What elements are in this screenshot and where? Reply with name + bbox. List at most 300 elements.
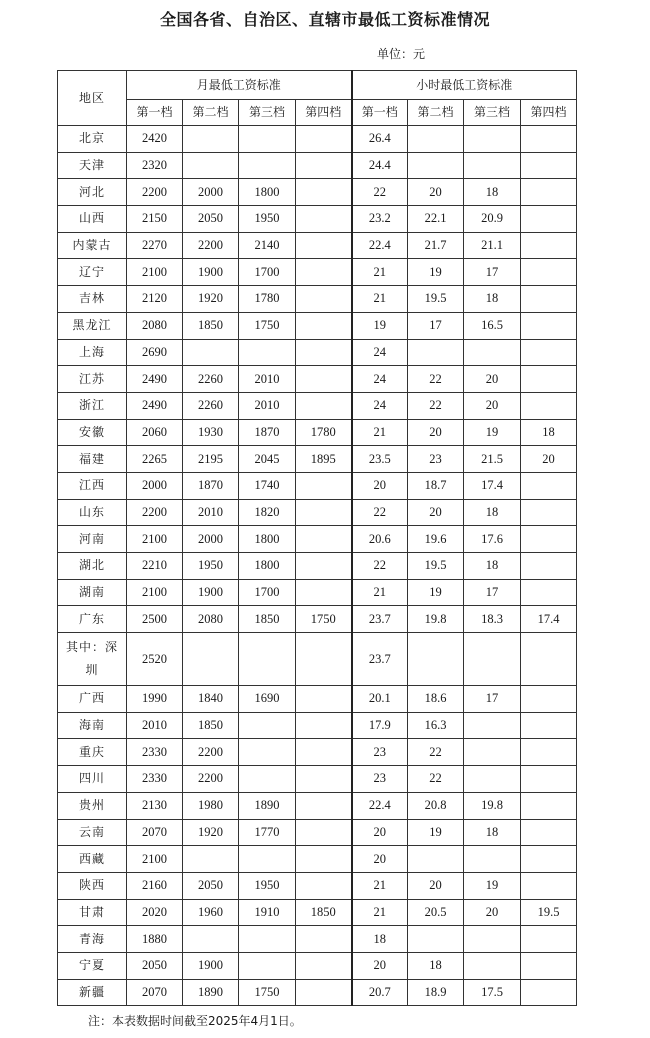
hourly-tier-4-cell [521, 259, 577, 286]
monthly-tier-4-cell [296, 846, 352, 873]
monthly-tier-3-cell: 1950 [239, 206, 296, 233]
hourly-tier-1-cell: 23 [352, 766, 408, 793]
monthly-tier-3-cell: 1870 [239, 419, 296, 446]
hourly-tier-3-cell [464, 739, 521, 766]
hourly-tier-1-cell: 21 [352, 579, 408, 606]
table-row [58, 792, 577, 819]
hourly-tier-3-cell: 17.5 [464, 979, 521, 1006]
monthly-tier-1-cell: 2050 [127, 952, 183, 979]
header-hourly-tier-3: 第三档 [464, 100, 521, 126]
monthly-tier-3-cell: 1850 [239, 606, 296, 633]
table-row [58, 579, 577, 606]
monthly-tier-1-cell: 2100 [127, 579, 183, 606]
monthly-tier-2-cell: 1890 [183, 979, 239, 1006]
monthly-tier-2-cell: 1850 [183, 312, 239, 339]
table-row [58, 339, 577, 366]
hourly-tier-2-cell: 20 [408, 179, 464, 206]
monthly-tier-4-cell [296, 766, 352, 793]
region-cell: 河北 [58, 179, 127, 206]
hourly-tier-2-cell: 19 [408, 259, 464, 286]
monthly-tier-3-cell: 2045 [239, 446, 296, 473]
region-line: 其中：深 [65, 640, 118, 655]
monthly-tier-4-cell [296, 472, 352, 499]
hourly-tier-2-cell: 23 [408, 446, 464, 473]
hourly-tier-2-cell [408, 339, 464, 366]
monthly-tier-3-cell: 2010 [239, 366, 296, 393]
table-row [58, 872, 577, 899]
region-cell: 内蒙古 [58, 232, 127, 259]
monthly-tier-1-cell: 2690 [127, 339, 183, 366]
hourly-tier-4-cell [521, 926, 577, 953]
monthly-tier-2-cell: 1920 [183, 819, 239, 846]
hourly-tier-4-cell [521, 126, 577, 153]
monthly-tier-3-cell: 1740 [239, 472, 296, 499]
monthly-tier-1-cell: 2150 [127, 206, 183, 233]
table-row [58, 606, 577, 633]
monthly-tier-3-cell [239, 952, 296, 979]
hourly-tier-4-cell [521, 206, 577, 233]
monthly-tier-4-cell [296, 633, 352, 686]
monthly-tier-3-cell: 1690 [239, 686, 296, 713]
hourly-tier-2-cell: 22.1 [408, 206, 464, 233]
monthly-tier-1-cell: 2100 [127, 846, 183, 873]
region-cell: 天津 [58, 152, 127, 179]
hourly-tier-1-cell: 24 [352, 339, 408, 366]
monthly-tier-4-cell [296, 979, 352, 1006]
hourly-tier-4-cell [521, 366, 577, 393]
region-cell: 浙江 [58, 392, 127, 419]
hourly-tier-2-cell: 18.7 [408, 472, 464, 499]
hourly-tier-3-cell [464, 633, 521, 686]
region-cell: 西藏 [58, 846, 127, 873]
hourly-tier-2-cell: 21.7 [408, 232, 464, 259]
monthly-tier-2-cell: 1850 [183, 712, 239, 739]
hourly-tier-3-cell: 17.6 [464, 526, 521, 553]
monthly-tier-2-cell: 2200 [183, 739, 239, 766]
region-cell: 湖北 [58, 553, 127, 580]
hourly-tier-2-cell: 18.6 [408, 686, 464, 713]
monthly-tier-2-cell: 1840 [183, 686, 239, 713]
monthly-tier-2-cell [183, 926, 239, 953]
monthly-tier-3-cell: 1950 [239, 872, 296, 899]
monthly-tier-4-cell [296, 259, 352, 286]
monthly-tier-4-cell [296, 712, 352, 739]
hourly-tier-1-cell: 20.7 [352, 979, 408, 1006]
region-cell: 青海 [58, 926, 127, 953]
monthly-tier-2-cell [183, 846, 239, 873]
monthly-tier-1-cell: 1990 [127, 686, 183, 713]
monthly-tier-1-cell: 2120 [127, 286, 183, 313]
header-monthly-tier-4: 第四档 [296, 100, 352, 126]
region-cell: 四川 [58, 766, 127, 793]
monthly-tier-3-cell [239, 339, 296, 366]
hourly-tier-3-cell: 17 [464, 579, 521, 606]
monthly-tier-4-cell [296, 126, 352, 153]
region-cell: 河南 [58, 526, 127, 553]
hourly-tier-1-cell: 19 [352, 312, 408, 339]
monthly-tier-1-cell: 2265 [127, 446, 183, 473]
monthly-tier-1-cell: 2060 [127, 419, 183, 446]
hourly-tier-1-cell: 17.9 [352, 712, 408, 739]
hourly-tier-4-cell: 17.4 [521, 606, 577, 633]
hourly-tier-3-cell [464, 712, 521, 739]
monthly-tier-4-cell [296, 179, 352, 206]
hourly-tier-1-cell: 21 [352, 286, 408, 313]
monthly-tier-1-cell: 2160 [127, 872, 183, 899]
hourly-tier-3-cell: 17.4 [464, 472, 521, 499]
monthly-tier-4-cell [296, 312, 352, 339]
hourly-tier-3-cell: 18.3 [464, 606, 521, 633]
monthly-tier-1-cell: 2270 [127, 232, 183, 259]
hourly-tier-3-cell: 20 [464, 392, 521, 419]
hourly-tier-4-cell [521, 312, 577, 339]
header-hourly-tier-4: 第四档 [521, 100, 577, 126]
hourly-tier-1-cell: 23.2 [352, 206, 408, 233]
hourly-tier-2-cell: 18 [408, 952, 464, 979]
monthly-tier-3-cell [239, 712, 296, 739]
hourly-tier-4-cell [521, 286, 577, 313]
table-row [58, 712, 577, 739]
hourly-tier-4-cell: 18 [521, 419, 577, 446]
hourly-tier-1-cell: 21 [352, 872, 408, 899]
table-row [58, 499, 577, 526]
monthly-tier-3-cell [239, 152, 296, 179]
hourly-tier-3-cell: 20 [464, 366, 521, 393]
monthly-tier-3-cell [239, 633, 296, 686]
monthly-tier-4-cell [296, 792, 352, 819]
monthly-tier-1-cell: 2070 [127, 979, 183, 1006]
hourly-tier-3-cell [464, 126, 521, 153]
table-row [58, 952, 577, 979]
hourly-tier-3-cell: 20.9 [464, 206, 521, 233]
hourly-tier-4-cell [521, 339, 577, 366]
hourly-tier-3-cell: 16.5 [464, 312, 521, 339]
table-row [58, 553, 577, 580]
hourly-tier-2-cell: 19.6 [408, 526, 464, 553]
monthly-tier-4-cell: 1780 [296, 419, 352, 446]
table-row [58, 979, 577, 1006]
region-cell: 上海 [58, 339, 127, 366]
table-row [58, 526, 577, 553]
monthly-tier-2-cell: 2050 [183, 872, 239, 899]
header-monthly-tier-3: 第三档 [239, 100, 296, 126]
header-monthly: 月最低工资标准 [127, 71, 352, 100]
hourly-tier-2-cell: 22 [408, 392, 464, 419]
hourly-tier-4-cell [521, 553, 577, 580]
region-cell: 北京 [58, 126, 127, 153]
monthly-tier-3-cell: 1800 [239, 553, 296, 580]
table-row [58, 633, 577, 686]
region-cell: 黑龙江 [58, 312, 127, 339]
region-cell: 辽宁 [58, 259, 127, 286]
region-cell: 海南 [58, 712, 127, 739]
hourly-tier-2-cell: 19.5 [408, 286, 464, 313]
table-row [58, 152, 577, 179]
monthly-tier-4-cell [296, 872, 352, 899]
hourly-tier-1-cell: 24.4 [352, 152, 408, 179]
table-row [58, 419, 577, 446]
hourly-tier-1-cell: 20.1 [352, 686, 408, 713]
hourly-tier-2-cell: 22 [408, 766, 464, 793]
region-cell: 宁夏 [58, 952, 127, 979]
region-cell: 安徽 [58, 419, 127, 446]
hourly-tier-1-cell: 24 [352, 366, 408, 393]
table-row [58, 179, 577, 206]
monthly-tier-1-cell: 2490 [127, 392, 183, 419]
footnote: 注：本表数据时间截至2025年4月1日。 [88, 1014, 302, 1028]
hourly-tier-1-cell: 18 [352, 926, 408, 953]
hourly-tier-4-cell [521, 739, 577, 766]
hourly-tier-1-cell: 23.7 [352, 606, 408, 633]
region-cell [58, 633, 127, 686]
hourly-tier-3-cell [464, 152, 521, 179]
table-row [58, 686, 577, 713]
table-row [58, 899, 577, 926]
document-title: 全国各省、自治区、直辖市最低工资标准情况 [159, 10, 490, 29]
monthly-tier-4-cell [296, 926, 352, 953]
table-row [58, 472, 577, 499]
region-cell: 重庆 [58, 739, 127, 766]
monthly-tier-1-cell: 2200 [127, 499, 183, 526]
hourly-tier-2-cell: 20.8 [408, 792, 464, 819]
monthly-tier-2-cell: 1870 [183, 472, 239, 499]
hourly-tier-1-cell: 22.4 [352, 792, 408, 819]
monthly-tier-2-cell: 2000 [183, 526, 239, 553]
monthly-tier-1-cell: 2200 [127, 179, 183, 206]
table-row [58, 259, 577, 286]
region-line: 圳 [85, 663, 99, 678]
monthly-tier-4-cell: 1895 [296, 446, 352, 473]
hourly-tier-3-cell: 17 [464, 259, 521, 286]
monthly-tier-4-cell [296, 286, 352, 313]
monthly-tier-4-cell [296, 499, 352, 526]
region-cell: 甘肃 [58, 899, 127, 926]
monthly-tier-1-cell: 1880 [127, 926, 183, 953]
hourly-tier-4-cell [521, 792, 577, 819]
monthly-tier-3-cell: 1750 [239, 312, 296, 339]
hourly-tier-3-cell: 18 [464, 499, 521, 526]
region-cell: 贵州 [58, 792, 127, 819]
region-cell: 江苏 [58, 366, 127, 393]
monthly-tier-3-cell [239, 846, 296, 873]
monthly-tier-2-cell: 2000 [183, 179, 239, 206]
hourly-tier-4-cell [521, 872, 577, 899]
monthly-tier-1-cell: 2010 [127, 712, 183, 739]
hourly-tier-3-cell [464, 846, 521, 873]
hourly-tier-1-cell: 24 [352, 392, 408, 419]
monthly-tier-3-cell: 1820 [239, 499, 296, 526]
table-row [58, 312, 577, 339]
hourly-tier-2-cell [408, 633, 464, 686]
table-row [58, 286, 577, 313]
hourly-tier-1-cell: 20 [352, 846, 408, 873]
hourly-tier-4-cell [521, 232, 577, 259]
hourly-tier-2-cell: 19.8 [408, 606, 464, 633]
monthly-tier-2-cell: 1960 [183, 899, 239, 926]
hourly-tier-4-cell [521, 846, 577, 873]
monthly-tier-4-cell: 1750 [296, 606, 352, 633]
monthly-tier-3-cell: 1770 [239, 819, 296, 846]
monthly-tier-1-cell: 2490 [127, 366, 183, 393]
monthly-tier-2-cell: 2200 [183, 232, 239, 259]
monthly-tier-4-cell [296, 819, 352, 846]
unit-label: 单位：元 [377, 47, 426, 61]
hourly-tier-3-cell [464, 952, 521, 979]
region-cell: 云南 [58, 819, 127, 846]
hourly-tier-1-cell: 23.5 [352, 446, 408, 473]
monthly-tier-4-cell [296, 579, 352, 606]
monthly-tier-3-cell: 2140 [239, 232, 296, 259]
region-cell: 江西 [58, 472, 127, 499]
hourly-tier-3-cell: 21.1 [464, 232, 521, 259]
hourly-tier-4-cell [521, 979, 577, 1006]
monthly-tier-1-cell: 2070 [127, 819, 183, 846]
hourly-tier-4-cell [521, 526, 577, 553]
monthly-tier-2-cell: 1930 [183, 419, 239, 446]
region-cell: 广西 [58, 686, 127, 713]
monthly-tier-4-cell [296, 526, 352, 553]
monthly-tier-2-cell [183, 633, 239, 686]
hourly-tier-2-cell: 17 [408, 312, 464, 339]
table-row [58, 392, 577, 419]
hourly-tier-2-cell: 16.3 [408, 712, 464, 739]
monthly-tier-3-cell: 1700 [239, 259, 296, 286]
monthly-tier-1-cell: 2320 [127, 152, 183, 179]
monthly-tier-1-cell: 2330 [127, 739, 183, 766]
monthly-tier-2-cell: 2010 [183, 499, 239, 526]
header-hourly-tier-2: 第二档 [408, 100, 464, 126]
hourly-tier-1-cell: 23 [352, 739, 408, 766]
hourly-tier-4-cell [521, 472, 577, 499]
monthly-tier-1-cell: 2100 [127, 526, 183, 553]
hourly-tier-1-cell: 26.4 [352, 126, 408, 153]
monthly-tier-2-cell: 1900 [183, 952, 239, 979]
hourly-tier-2-cell: 19.5 [408, 553, 464, 580]
monthly-tier-3-cell [239, 766, 296, 793]
monthly-tier-1-cell: 2100 [127, 259, 183, 286]
monthly-tier-1-cell: 2130 [127, 792, 183, 819]
monthly-tier-3-cell: 1800 [239, 179, 296, 206]
hourly-tier-3-cell: 19 [464, 419, 521, 446]
monthly-tier-1-cell: 2210 [127, 553, 183, 580]
monthly-tier-1-cell: 2330 [127, 766, 183, 793]
hourly-tier-3-cell: 19 [464, 872, 521, 899]
hourly-tier-2-cell [408, 846, 464, 873]
monthly-tier-2-cell: 1900 [183, 579, 239, 606]
monthly-tier-3-cell: 1750 [239, 979, 296, 1006]
monthly-tier-2-cell: 2050 [183, 206, 239, 233]
monthly-tier-2-cell [183, 339, 239, 366]
hourly-tier-4-cell [521, 179, 577, 206]
hourly-tier-2-cell [408, 126, 464, 153]
hourly-tier-1-cell: 22 [352, 179, 408, 206]
hourly-tier-3-cell: 20 [464, 899, 521, 926]
hourly-tier-3-cell [464, 766, 521, 793]
table-row [58, 926, 577, 953]
hourly-tier-3-cell: 18 [464, 819, 521, 846]
hourly-tier-1-cell: 21 [352, 419, 408, 446]
monthly-tier-2-cell: 2195 [183, 446, 239, 473]
hourly-tier-1-cell: 22 [352, 553, 408, 580]
region-cell: 吉林 [58, 286, 127, 313]
monthly-tier-4-cell [296, 952, 352, 979]
hourly-tier-2-cell: 20 [408, 872, 464, 899]
monthly-tier-3-cell: 1910 [239, 899, 296, 926]
monthly-tier-2-cell: 1980 [183, 792, 239, 819]
hourly-tier-4-cell: 19.5 [521, 899, 577, 926]
region-cell: 山西 [58, 206, 127, 233]
table-row [58, 366, 577, 393]
monthly-tier-1-cell: 2420 [127, 126, 183, 153]
header-hourly: 小时最低工资标准 [352, 71, 577, 100]
monthly-tier-4-cell [296, 152, 352, 179]
monthly-tier-4-cell [296, 392, 352, 419]
monthly-tier-4-cell [296, 553, 352, 580]
monthly-tier-3-cell: 1780 [239, 286, 296, 313]
hourly-tier-4-cell [521, 499, 577, 526]
hourly-tier-3-cell: 18 [464, 179, 521, 206]
hourly-tier-4-cell [521, 686, 577, 713]
hourly-tier-4-cell [521, 712, 577, 739]
monthly-tier-1-cell: 2500 [127, 606, 183, 633]
region-cell: 广东 [58, 606, 127, 633]
monthly-tier-1-cell: 2520 [127, 633, 183, 686]
hourly-tier-1-cell: 22.4 [352, 232, 408, 259]
table-row [58, 819, 577, 846]
hourly-tier-2-cell: 22 [408, 366, 464, 393]
hourly-tier-1-cell: 22 [352, 499, 408, 526]
region-cell: 新疆 [58, 979, 127, 1006]
minimum-wage-table [57, 70, 577, 1006]
hourly-tier-2-cell: 18.9 [408, 979, 464, 1006]
table-row [58, 126, 577, 153]
monthly-tier-4-cell [296, 232, 352, 259]
monthly-tier-4-cell [296, 686, 352, 713]
monthly-tier-4-cell [296, 206, 352, 233]
monthly-tier-1-cell: 2000 [127, 472, 183, 499]
hourly-tier-3-cell: 19.8 [464, 792, 521, 819]
hourly-tier-1-cell: 20 [352, 952, 408, 979]
hourly-tier-2-cell: 20 [408, 419, 464, 446]
hourly-tier-3-cell [464, 339, 521, 366]
hourly-tier-4-cell [521, 152, 577, 179]
hourly-tier-2-cell [408, 152, 464, 179]
table-row [58, 766, 577, 793]
monthly-tier-4-cell [296, 339, 352, 366]
monthly-tier-2-cell: 2260 [183, 392, 239, 419]
monthly-tier-4-cell: 1850 [296, 899, 352, 926]
table-row [58, 206, 577, 233]
hourly-tier-2-cell: 22 [408, 739, 464, 766]
hourly-tier-1-cell: 20.6 [352, 526, 408, 553]
monthly-tier-3-cell: 1890 [239, 792, 296, 819]
header-monthly-tier-2: 第二档 [183, 100, 239, 126]
region-cell: 陕西 [58, 872, 127, 899]
monthly-tier-3-cell [239, 739, 296, 766]
hourly-tier-4-cell [521, 579, 577, 606]
monthly-tier-3-cell: 1800 [239, 526, 296, 553]
region-cell: 湖南 [58, 579, 127, 606]
hourly-tier-2-cell: 19 [408, 579, 464, 606]
monthly-tier-2-cell [183, 152, 239, 179]
hourly-tier-3-cell [464, 926, 521, 953]
monthly-tier-2-cell: 1920 [183, 286, 239, 313]
hourly-tier-1-cell: 20 [352, 472, 408, 499]
hourly-tier-3-cell: 18 [464, 553, 521, 580]
table-row [58, 446, 577, 473]
table-row [58, 846, 577, 873]
hourly-tier-2-cell: 19 [408, 819, 464, 846]
